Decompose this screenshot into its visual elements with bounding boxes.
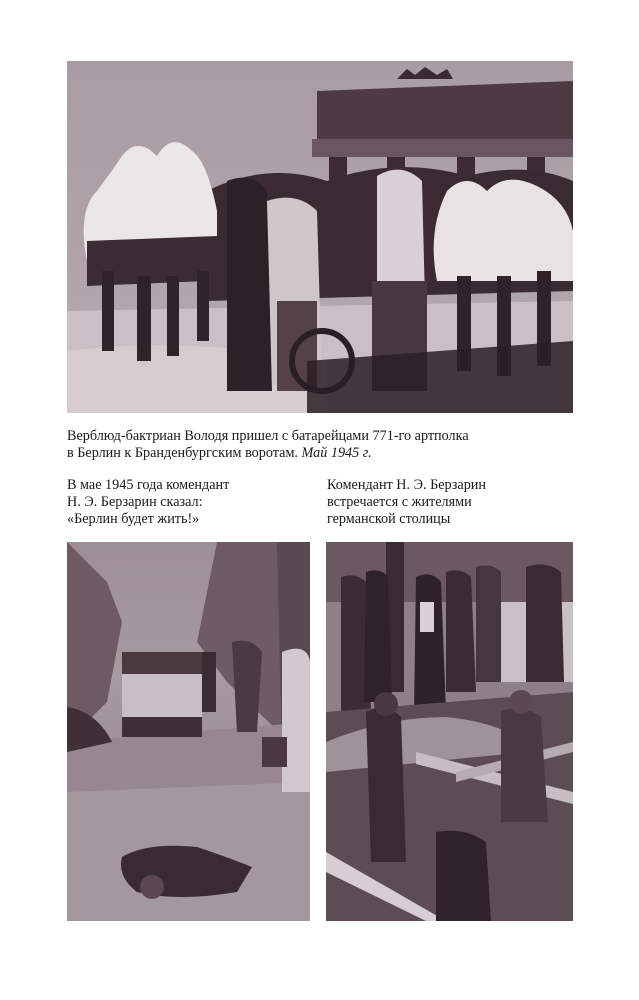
caption-camel-text: в Берлин к Бранденбургским воротам.: [67, 445, 298, 461]
caption-quote-line-2: Н. Э. Берзарин сказал:: [67, 494, 203, 510]
caption-camel-line-1: Верблюд-бактриан Володя пришел с батарейцами 771-го артполка: [67, 428, 469, 444]
caption-berzarin-quote: [67, 477, 229, 528]
caption-meeting-line-1: Комендант Н. Э. Берзарин: [327, 477, 486, 493]
caption-camel-date: Май 1945 г.: [301, 445, 372, 461]
caption-meeting-line-2: встречается с жителями: [327, 494, 472, 510]
photo-camel-brandenburg-gate: [67, 61, 573, 413]
photo-berzarin-meeting-residents: [326, 542, 573, 921]
caption-quote-line-3: «Берлин будет жить!»: [67, 511, 200, 527]
photo-camel-image: [67, 61, 573, 413]
caption-camel: [67, 428, 469, 462]
photo-ruined-street: [67, 542, 310, 921]
caption-quote-line-1: В мае 1945 года комендант: [67, 477, 230, 493]
caption-meeting-line-3: германской столицы: [327, 511, 451, 527]
photo-meeting-image: [326, 542, 573, 921]
photo-street-image: [67, 542, 310, 921]
caption-berzarin-meeting: [327, 477, 486, 528]
caption-camel-line-2: [67, 445, 469, 462]
